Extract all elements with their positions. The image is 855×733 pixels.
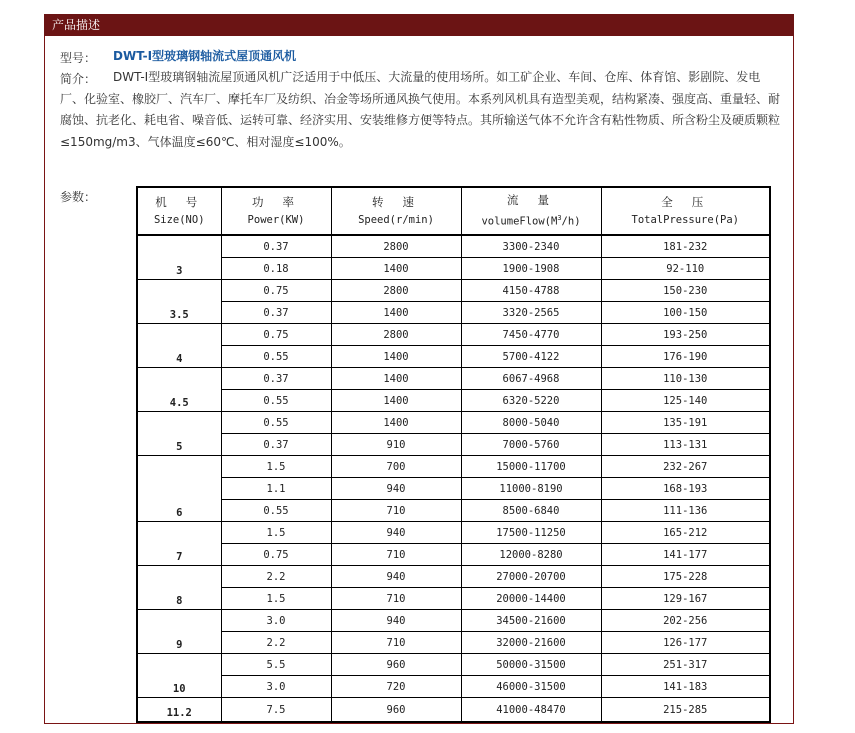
speed-cell: 710 [331, 544, 461, 566]
size-cell: 6 [137, 456, 221, 522]
model-value: DWT-I型玻璃钢轴流式屋顶通风机 [113, 49, 297, 63]
speed-cell: 700 [331, 456, 461, 478]
header-flow-en-sup: 3 [557, 214, 562, 223]
header-size-en: Size(NO) [153, 214, 205, 226]
power-cell: 0.75 [221, 324, 331, 346]
table-row [137, 478, 770, 500]
header-power-zh: 功 率 [252, 195, 300, 209]
table-row [137, 456, 770, 478]
table-row [137, 346, 770, 368]
flow-cell: 3320-2565 [461, 302, 601, 324]
power-cell: 0.55 [221, 500, 331, 522]
power-cell: 3.0 [221, 610, 331, 632]
table-row [137, 302, 770, 324]
power-cell: 3.0 [221, 676, 331, 698]
speed-cell: 1400 [331, 302, 461, 324]
table-row [137, 676, 770, 698]
header-power [221, 187, 331, 235]
speed-cell: 1400 [331, 346, 461, 368]
table-row [137, 500, 770, 522]
spec-header-row [137, 187, 770, 235]
speed-cell: 710 [331, 500, 461, 522]
speed-cell: 960 [331, 698, 461, 723]
speed-cell: 940 [331, 566, 461, 588]
header-flow-en [462, 209, 601, 231]
header-flow-en-tail: /h) [561, 215, 581, 228]
pressure-cell: 165-212 [601, 522, 770, 544]
flow-cell: 11000-8190 [461, 478, 601, 500]
section-header: 产品描述 [44, 14, 794, 36]
header-pressure-en: TotalPressure(Pa) [631, 214, 739, 226]
flow-cell: 8500-6840 [461, 500, 601, 522]
pressure-cell: 125-140 [601, 390, 770, 412]
pressure-cell: 100-150 [601, 302, 770, 324]
table-row [137, 434, 770, 456]
header-size [137, 187, 221, 235]
header-power-en: Power(KW) [247, 214, 305, 226]
header-flow-en-main: volumeFlow(M [481, 215, 558, 228]
flow-cell: 6320-5220 [461, 390, 601, 412]
size-cell: 3 [137, 235, 221, 280]
speed-cell: 1400 [331, 368, 461, 390]
flow-cell: 3300-2340 [461, 235, 601, 258]
flow-cell: 8000-5040 [461, 412, 601, 434]
speed-cell: 1400 [331, 412, 461, 434]
pressure-cell: 193-250 [601, 324, 770, 346]
pressure-cell: 110-130 [601, 368, 770, 390]
power-cell: 0.37 [221, 368, 331, 390]
flow-cell: 4150-4788 [461, 280, 601, 302]
header-pressure [601, 187, 770, 235]
power-cell: 2.2 [221, 566, 331, 588]
flow-cell: 5700-4122 [461, 346, 601, 368]
pressure-cell: 202-256 [601, 610, 770, 632]
size-cell: 5 [137, 412, 221, 456]
table-row [137, 235, 770, 258]
table-row [137, 610, 770, 632]
flow-cell: 6067-4968 [461, 368, 601, 390]
table-row [137, 390, 770, 412]
pressure-cell: 232-267 [601, 456, 770, 478]
power-cell: 2.2 [221, 632, 331, 654]
power-cell: 1.5 [221, 522, 331, 544]
speed-cell: 940 [331, 610, 461, 632]
size-cell: 3.5 [137, 280, 221, 324]
speed-cell: 710 [331, 588, 461, 610]
speed-cell: 940 [331, 522, 461, 544]
spec-table [136, 186, 771, 723]
size-cell: 4 [137, 324, 221, 368]
power-cell: 0.75 [221, 544, 331, 566]
power-cell: 1.1 [221, 478, 331, 500]
flow-cell: 41000-48470 [461, 698, 601, 723]
header-size-zh: 机 号 [155, 195, 204, 209]
header-speed [331, 187, 461, 235]
power-cell: 0.55 [221, 412, 331, 434]
flow-cell: 34500-21600 [461, 610, 601, 632]
pressure-cell: 141-183 [601, 676, 770, 698]
size-cell: 4.5 [137, 368, 221, 412]
pressure-cell: 129-167 [601, 588, 770, 610]
pressure-cell: 135-191 [601, 412, 770, 434]
table-row [137, 324, 770, 346]
params-label: 参数： [60, 190, 97, 204]
header-speed-en: Speed(r/min) [358, 214, 434, 226]
flow-cell: 7000-5760 [461, 434, 601, 456]
size-cell: 10 [137, 654, 221, 698]
header-flow-zh: 流 量 [507, 193, 555, 208]
flow-cell: 15000-11700 [461, 456, 601, 478]
power-cell: 7.5 [221, 698, 331, 723]
speed-cell: 2800 [331, 324, 461, 346]
speed-cell: 710 [331, 632, 461, 654]
table-row [137, 566, 770, 588]
table-row [137, 368, 770, 390]
pressure-cell: 215-285 [601, 698, 770, 723]
table-row [137, 632, 770, 654]
intro-text: DWT-I型玻璃钢轴流屋顶通风机广泛适用于中低压、大流量的使用场所。如工矿企业、车间、仓库、体育馆、影剧院、发电厂、化验室、橡胶厂、汽车厂、摩托车厂及纺织、冶金等场所通风换气使用。本系列风机具有造型美观，结构紧凑、强度高、重量轻、耐腐蚀、抗老化、耗电省、噪音低、运转可靠、经济实用、安装维修方便等特点。其所输送气体不允许含有粘性物质、所含粉尘及硬质颗粒≤150mg/m3、气体温度≤60℃、相对湿度≤100%。 [60, 70, 781, 149]
flow-cell: 50000-31500 [461, 654, 601, 676]
power-cell: 0.37 [221, 235, 331, 258]
pressure-cell: 113-131 [601, 434, 770, 456]
speed-cell: 1400 [331, 258, 461, 280]
speed-cell: 960 [331, 654, 461, 676]
power-cell: 0.55 [221, 390, 331, 412]
speed-cell: 2800 [331, 235, 461, 258]
table-row [137, 588, 770, 610]
size-cell: 11.2 [137, 698, 221, 723]
pressure-cell: 92-110 [601, 258, 770, 280]
pressure-cell: 176-190 [601, 346, 770, 368]
intro-label: 简介： [60, 72, 97, 86]
pressure-cell: 251-317 [601, 654, 770, 676]
pressure-cell: 111-136 [601, 500, 770, 522]
speed-cell: 940 [331, 478, 461, 500]
power-cell: 0.75 [221, 280, 331, 302]
flow-cell: 7450-4770 [461, 324, 601, 346]
table-row [137, 544, 770, 566]
flow-cell: 27000-20700 [461, 566, 601, 588]
table-row [137, 522, 770, 544]
table-row [137, 698, 770, 723]
flow-cell: 46000-31500 [461, 676, 601, 698]
power-cell: 0.37 [221, 434, 331, 456]
pressure-cell: 168-193 [601, 478, 770, 500]
flow-cell: 20000-14400 [461, 588, 601, 610]
pressure-cell: 181-232 [601, 235, 770, 258]
pressure-cell: 175-228 [601, 566, 770, 588]
flow-cell: 32000-21600 [461, 632, 601, 654]
header-flow [461, 187, 601, 235]
power-cell: 0.55 [221, 346, 331, 368]
flow-cell: 12000-8280 [461, 544, 601, 566]
table-row [137, 654, 770, 676]
table-row [137, 412, 770, 434]
pressure-cell: 150-230 [601, 280, 770, 302]
power-cell: 0.37 [221, 302, 331, 324]
pressure-cell: 141-177 [601, 544, 770, 566]
speed-cell: 720 [331, 676, 461, 698]
pressure-cell: 126-177 [601, 632, 770, 654]
flow-cell: 17500-11250 [461, 522, 601, 544]
table-row [137, 258, 770, 280]
speed-cell: 910 [331, 434, 461, 456]
table-row [137, 280, 770, 302]
power-cell: 1.5 [221, 588, 331, 610]
model-label: 型号： [60, 51, 97, 65]
power-cell: 1.5 [221, 456, 331, 478]
power-cell: 5.5 [221, 654, 331, 676]
flow-cell: 1900-1908 [461, 258, 601, 280]
size-cell: 8 [137, 566, 221, 610]
size-cell: 7 [137, 522, 221, 566]
speed-cell: 2800 [331, 280, 461, 302]
size-cell: 9 [137, 610, 221, 654]
header-pressure-zh: 全 压 [661, 195, 710, 209]
speed-cell: 1400 [331, 390, 461, 412]
power-cell: 0.18 [221, 258, 331, 280]
header-speed-zh: 转 速 [372, 195, 420, 209]
